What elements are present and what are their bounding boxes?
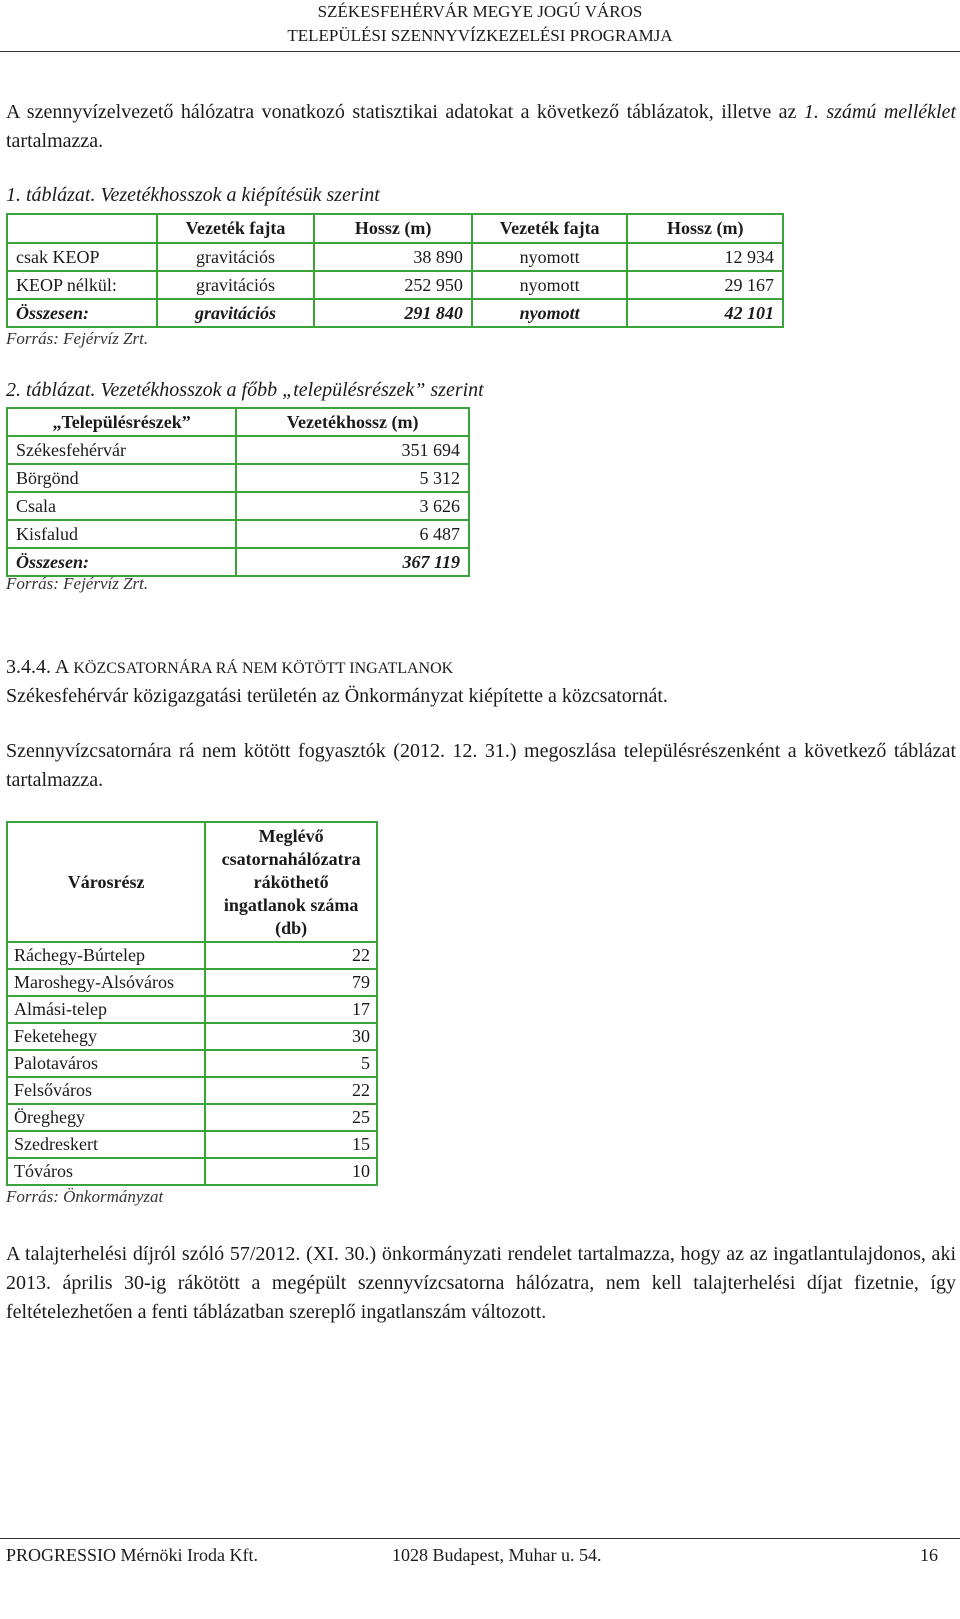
table1 xyxy=(6,213,784,328)
table-row xyxy=(7,942,377,969)
table3-cell: 15 xyxy=(205,1131,377,1158)
page-header xyxy=(0,0,960,52)
table2-cell: 351 694 xyxy=(236,436,469,464)
table1-header-cell: Hossz (m) xyxy=(627,214,783,243)
table1-header-cell: Vezeték fajta xyxy=(472,214,628,243)
table1-cell: nyomott xyxy=(472,271,628,299)
table1-cell: nyomott xyxy=(472,243,628,271)
table1-caption: 1. táblázat. Vezetékhosszok a kiépítésük szerint xyxy=(6,184,380,206)
table1-cell: csak KEOP xyxy=(7,243,157,271)
footer-address: 1028 Budapest, Muhar u. 54. xyxy=(392,1545,602,1565)
table3-cell: 22 xyxy=(205,942,377,969)
table3-cell: Szedreskert xyxy=(7,1131,205,1158)
table-row xyxy=(7,969,377,996)
table-row xyxy=(7,996,377,1023)
table3-cell: Felsőváros xyxy=(7,1077,205,1104)
table3-cell: 25 xyxy=(205,1104,377,1131)
table-row xyxy=(7,1050,377,1077)
table-row xyxy=(7,1077,377,1104)
table1-cell: gravitációs xyxy=(157,243,315,271)
table3-cell: Tóváros xyxy=(7,1158,205,1185)
table2-header-cell: Vezetékhossz (m) xyxy=(236,408,469,436)
table2-caption: 2. táblázat. Vezetékhosszok a főbb „településrészek” szerint xyxy=(6,379,484,401)
table1-cell: 29 167 xyxy=(627,271,783,299)
table1-total-cell: Összesen: xyxy=(7,299,157,327)
table1-header-cell xyxy=(7,214,157,243)
table3-cell: 79 xyxy=(205,969,377,996)
table3-cell: Maroshegy-Alsóváros xyxy=(7,969,205,996)
table-row xyxy=(7,271,783,299)
table3-source: Forrás: Önkormányzat xyxy=(6,1187,164,1206)
header-title-2: TELEPÜLÉSI SZENNYVÍZKEZELÉSI PROGRAMJA xyxy=(287,26,673,45)
intro-paragraph xyxy=(6,98,956,156)
section-title-first: A xyxy=(54,656,70,678)
table3-cell: 5 xyxy=(205,1050,377,1077)
closing-paragraph: A talajterhelési díjról szóló 57/2012. (XI. 30.) önkormányzati rendelet tartalmazza, hogy az az ingatlantulajdonos, aki 2013. április 30-ig rákötött a megépült szennyvízcsatorna hálózatra, nem kell talajterhelési díjat fizetnie, így feltételezhetően a fenti táblázatban szereplő ingatlanszám változott. xyxy=(6,1243,956,1323)
section-title-rest: KÖZCSATORNÁRA RÁ NEM KÖTÖTT INGATLANOK xyxy=(69,660,454,677)
table2 xyxy=(6,407,470,577)
page-footer xyxy=(0,1538,960,1578)
table1-cell: gravitációs xyxy=(157,271,315,299)
table-row xyxy=(7,520,469,548)
table-row xyxy=(7,1104,377,1131)
table1-cell: 252 950 xyxy=(314,271,472,299)
table-row xyxy=(7,436,469,464)
table-row xyxy=(7,492,469,520)
table3-cell: Feketehegy xyxy=(7,1023,205,1050)
section-number: 3.4.4. xyxy=(6,656,55,678)
table3-header-cell: Városrész xyxy=(7,822,205,942)
table2-total-cell: 367 119 xyxy=(236,548,469,576)
table1-header-cell: Vezeték fajta xyxy=(157,214,315,243)
table2-cell: 6 487 xyxy=(236,520,469,548)
table2-cell: Börgönd xyxy=(7,464,236,492)
table3-cell: Öreghegy xyxy=(7,1104,205,1131)
table1-total-row xyxy=(7,299,783,327)
table1-total-cell: 42 101 xyxy=(627,299,783,327)
footer-company: PROGRESSIO Mérnöki Iroda Kft. xyxy=(6,1545,258,1565)
table2-cell: 5 312 xyxy=(236,464,469,492)
table3-cell: 22 xyxy=(205,1077,377,1104)
table1-total-cell: 291 840 xyxy=(314,299,472,327)
intro-annex-reference: 1. számú melléklet xyxy=(803,101,957,123)
table1-header-row xyxy=(7,214,783,243)
table2-total-cell: Összesen: xyxy=(7,548,236,576)
table1-source: Forrás: Fejérvíz Zrt. xyxy=(6,329,149,348)
table2-header-row xyxy=(7,408,469,436)
table2-cell: Kisfalud xyxy=(7,520,236,548)
table3-cell: Almási-telep xyxy=(7,996,205,1023)
table3-header-cell: Meglévő csatornahálózatra ráköthető ingatlanok száma (db) xyxy=(205,822,377,942)
table3-cell: Ráchegy-Búrtelep xyxy=(7,942,205,969)
header-title-1: SZÉKESFEHÉRVÁR MEGYE JOGÚ VÁROS xyxy=(317,2,643,21)
section-heading xyxy=(6,656,453,679)
table1-cell: KEOP nélkül: xyxy=(7,271,157,299)
table-row xyxy=(7,243,783,271)
table-row xyxy=(7,1023,377,1050)
table2-cell: Székesfehérvár xyxy=(7,436,236,464)
table-row xyxy=(7,1131,377,1158)
section-paragraph-1: Székesfehérvár közigazgatási területén az Önkormányzat kiépítette a közcsatornát. xyxy=(6,685,668,707)
table3-cell: 30 xyxy=(205,1023,377,1050)
table1-total-cell: gravitációs xyxy=(157,299,315,327)
table1-total-cell: nyomott xyxy=(472,299,628,327)
table3-header-row xyxy=(7,822,377,942)
table1-cell: 38 890 xyxy=(314,243,472,271)
table-row xyxy=(7,464,469,492)
table2-cell: Csala xyxy=(7,492,236,520)
table1-header-cell: Hossz (m) xyxy=(314,214,472,243)
intro-text-before: A szennyvízelvezető hálózatra vonatkozó statisztikai adatokat a következő táblázatok, illetve az xyxy=(6,101,804,123)
section-paragraph-2: Szennyvízcsatornára rá nem kötött fogyasztók (2012. 12. 31.) megoszlása településrészenként a következő táblázat tartalmazza. xyxy=(6,740,956,791)
table-row xyxy=(7,1158,377,1185)
table3 xyxy=(6,821,378,1186)
table2-total-row xyxy=(7,548,469,576)
table2-source: Forrás: Fejérvíz Zrt. xyxy=(6,574,149,593)
table2-header-cell: „Településrészek” xyxy=(7,408,236,436)
table3-cell: 10 xyxy=(205,1158,377,1185)
intro-text-after: tartalmazza. xyxy=(6,130,104,152)
table2-cell: 3 626 xyxy=(236,492,469,520)
table3-cell: Palotaváros xyxy=(7,1050,205,1077)
table1-cell: 12 934 xyxy=(627,243,783,271)
footer-page-number: 16 xyxy=(920,1545,938,1565)
table3-cell: 17 xyxy=(205,996,377,1023)
